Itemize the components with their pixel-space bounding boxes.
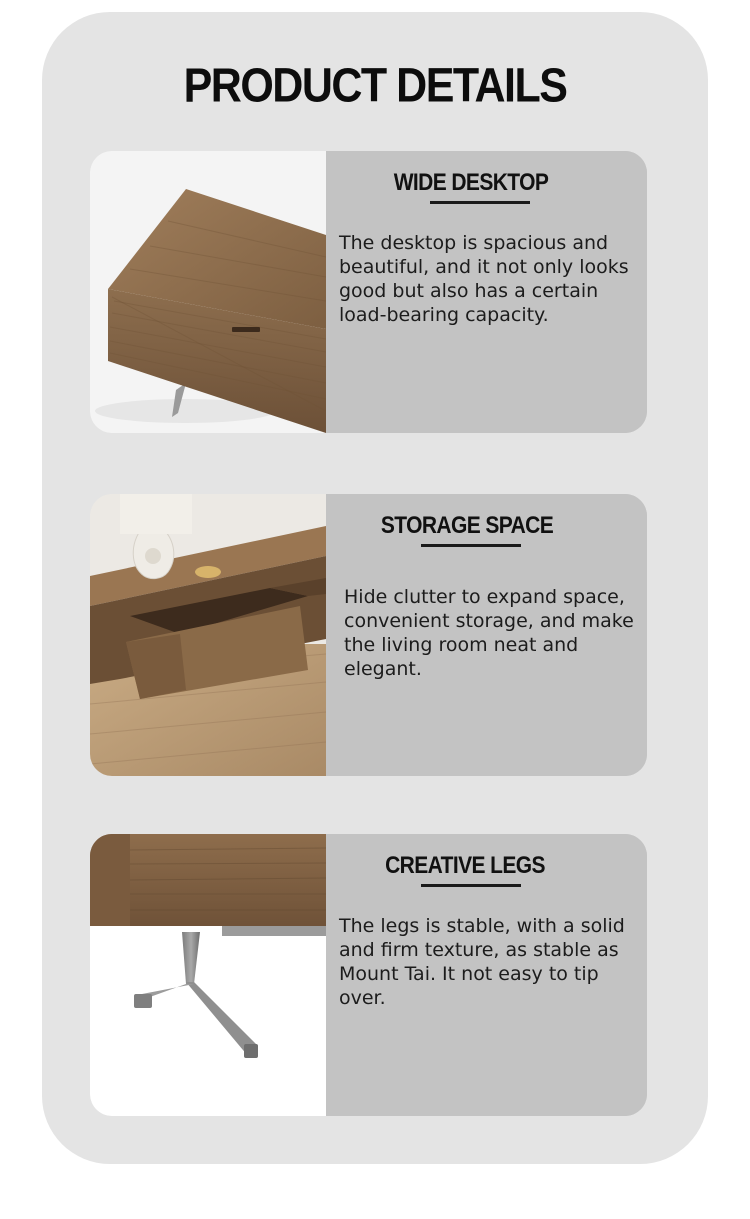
card-description: Hide clutter to expand space, convenient storage, and make the living room neat and elegant. [344, 586, 634, 680]
wide-desktop-text [326, 151, 647, 433]
heading-divider [421, 544, 521, 547]
feature-card-wide-desktop [90, 151, 647, 433]
storage-space-text [326, 494, 647, 776]
storage-space-image [90, 494, 326, 776]
card-description: The legs is stable, with a solid and firm texture, as stable as Mount Tai. It not easy to tip over. [339, 915, 625, 1009]
creative-legs-image [90, 834, 326, 1116]
card-heading: WIDE DESKTOP [393, 169, 549, 196]
feature-card-storage-space [90, 494, 647, 776]
card-description: The desktop is spacious and beautiful, and it not only looks good but also has a certain load-bearing capacity. [339, 232, 629, 326]
card-heading: CREATIVE LEGS [385, 852, 545, 879]
wide-desktop-image [90, 151, 326, 433]
heading-divider [421, 884, 521, 887]
feature-card-creative-legs [90, 834, 647, 1116]
page-title: PRODUCT DETAILS [183, 59, 567, 113]
creative-legs-text [326, 834, 647, 1116]
card-heading: STORAGE SPACE [380, 512, 554, 539]
heading-divider [430, 201, 530, 204]
